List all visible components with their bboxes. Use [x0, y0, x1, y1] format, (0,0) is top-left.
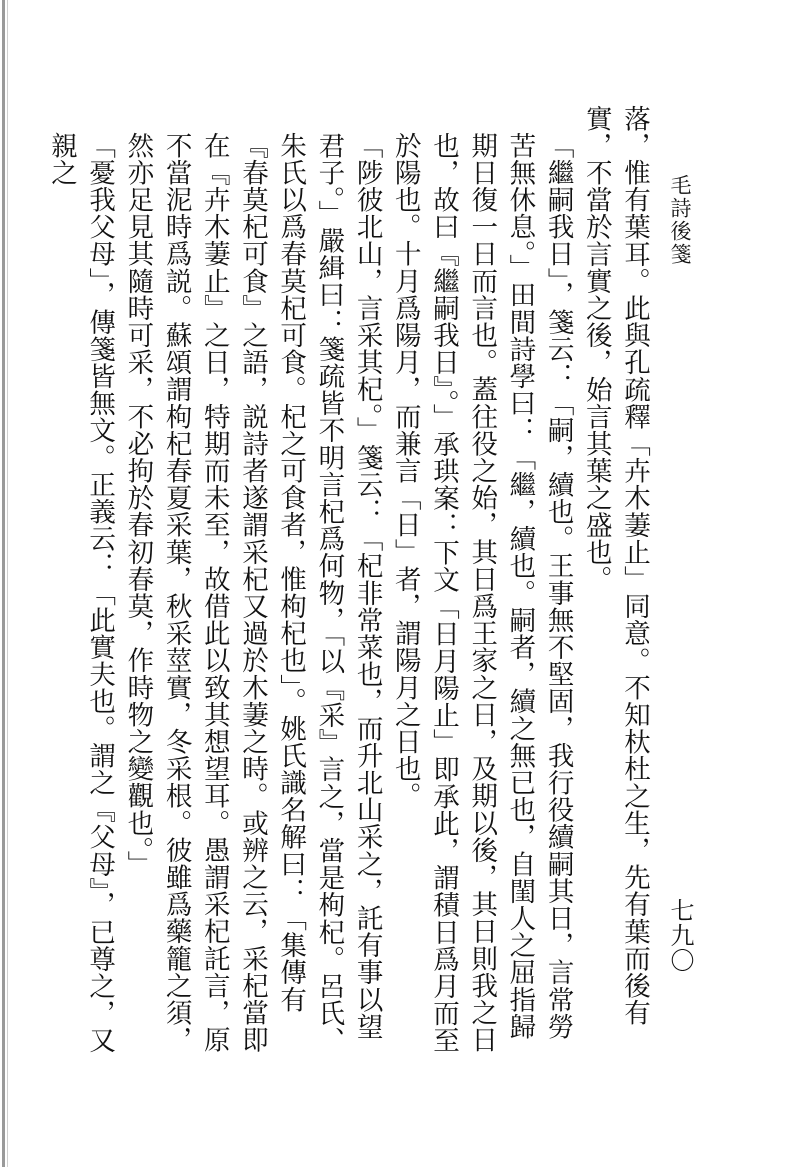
running-title: 毛詩後箋	[668, 174, 692, 266]
page-number: 七九〇	[666, 897, 694, 973]
page-edge-shadow	[2, 0, 5, 1167]
paragraph-4: 「憂我父母」，傳箋皆無文。正義云：「此實夫也。謂之『父母』，已尊之，又親之	[45, 132, 116, 1054]
body-text	[45, 105, 653, 1065]
paragraph-3: 「陟彼北山，言采其杞。」箋云：「杞非常菜也，而升北山采之，託有事以望君子。」嚴緝曰：箋疏皆不明言杞爲何物，「以『采』言之，當是枸杞。呂氏、朱氏以爲春莫杞可食。杞之可食者，惟枸杞也」。姚氏識名解曰：「集傳有『春莫杞可食』之語，説詩者遂謂采杞又過於木萋之時。或辨之云，采杞當即在『卉木萋止』之日，特期而未至，故借此以致其想望耳。愚謂采杞託言，原不當泥時爲説。蘇頌謂枸杞春夏采葉，秋采莖實，冬采根。彼雖爲藥籠之須，然亦足見其隨時可采，不必拘於春初春莫，作時物之變觀也。」	[122, 132, 383, 1054]
paragraph-2: 「繼嗣我日」，箋云：「嗣，續也。王事無不堅固，我行役續嗣其日，言常勞苦無休息。」田間詩學曰：「繼，續也。嗣者，續之無已也，自閨人之屈指歸期日復一日而言也。蓋往役之始，其日爲王家之日，及期以後，其日則我之日也，故曰『繼嗣我日』。」承珙案：下文「日月陽止」即承此，謂積日爲月而至於陽也。十月爲陽月，而兼言「日」者，謂陽月之日也。	[389, 132, 574, 1054]
page-edge-line	[7, 0, 8, 1167]
paragraph-1: 落，惟有葉耳。此與孔疏釋「卉木萋止」同意。不知杕杜之生，先有葉而後有實，不當於言實之後，始言其葉之盛也。	[580, 105, 650, 1027]
